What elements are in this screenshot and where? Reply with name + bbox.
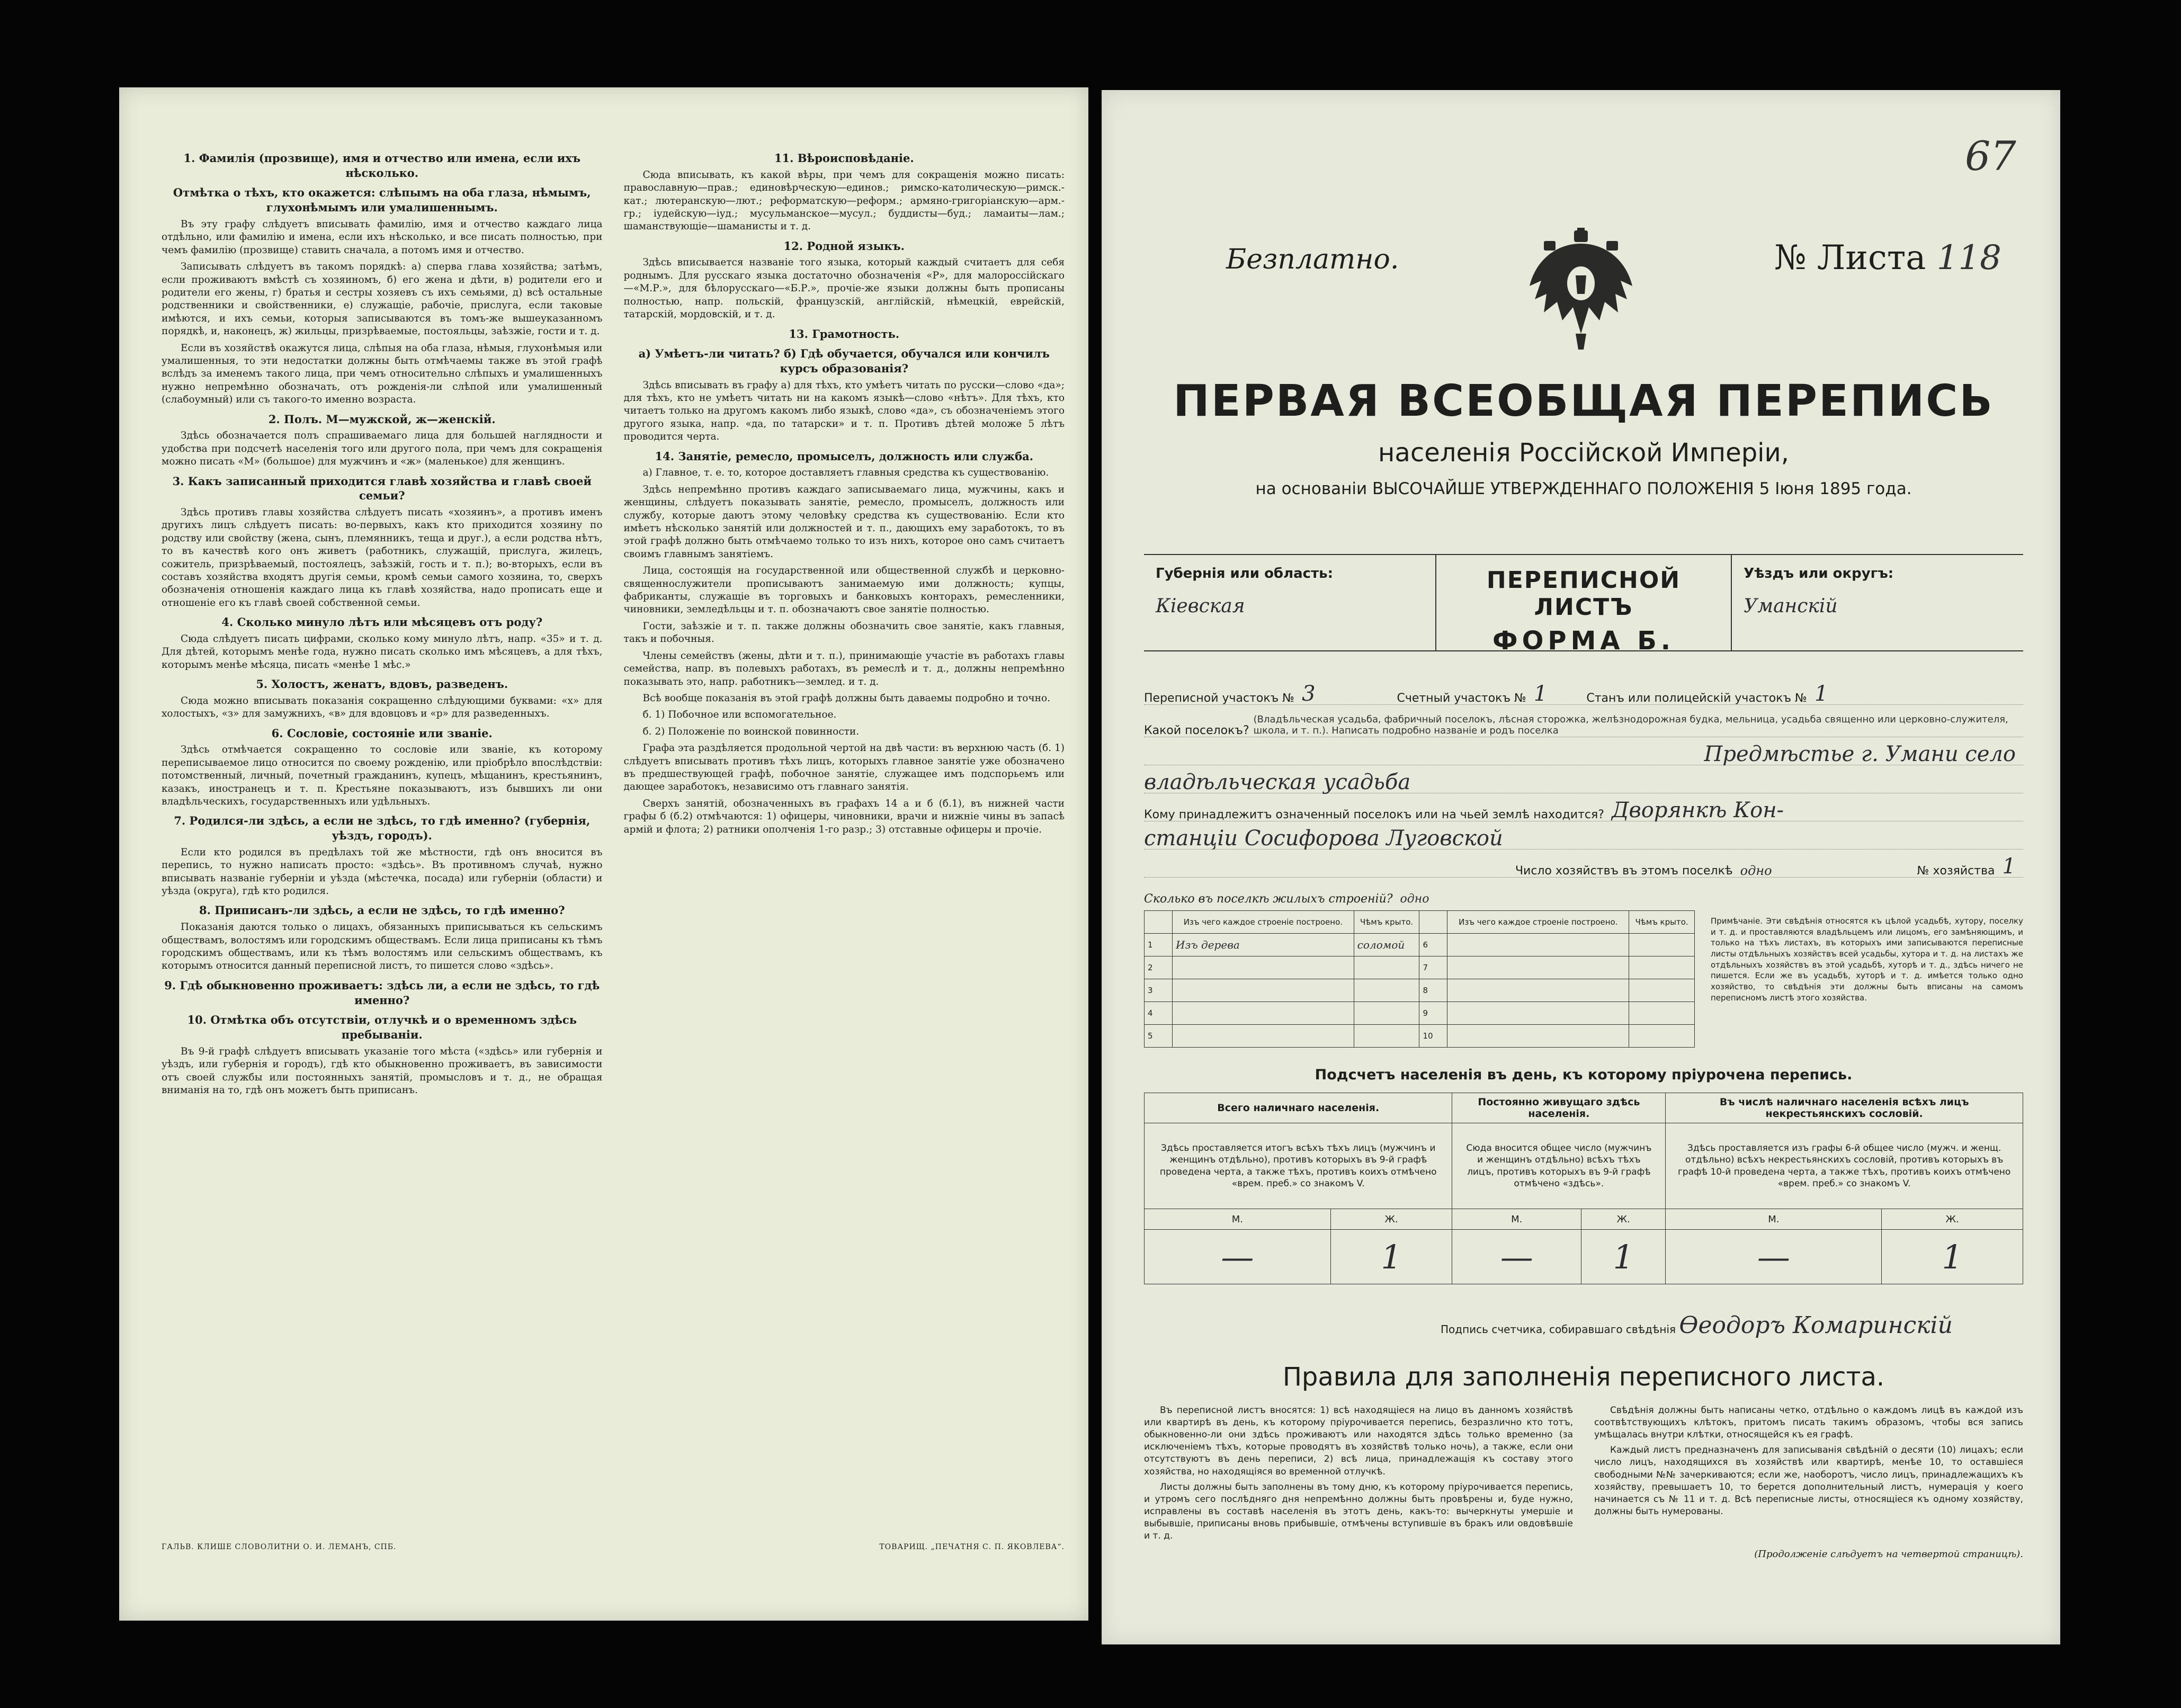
buildings-row: [1144, 878, 2023, 905]
instruction-heading: 9. Гдѣ обыкновенно проживаетъ: здѣсь ли, а если не здѣсь, то гдѣ именно?: [164, 978, 600, 1007]
building-number: 7: [1419, 956, 1447, 979]
form-name-cell: [1435, 555, 1732, 656]
instruction-heading: 8. Приписанъ-ли здѣсь, а если не здѣсь, то гдѣ именно?: [199, 904, 565, 917]
rules-section: [1144, 1405, 2023, 1545]
district-row: [1144, 677, 2023, 705]
rule-paragraph: Въ переписной листъ вносятся: 1) всѣ находящіеся на лицо въ данномъ хозяйствѣ или квартирѣ въ день, къ которому пріурочивается перепись, безразлично кто тотъ, обыкновенно-ли они здѣсь проживаютъ или находятся здѣсь только временно (за исключеніемъ тѣхъ, которые проводятъ въ хозяйствѣ только ночь), а также, если они отсутствуютъ въ день переписи, 2) всѣ лица, принадлежащія къ составу этого хозяйства, но находящіяся во временной отлучкѣ.: [1144, 1405, 1573, 1477]
building-row: [1145, 979, 1695, 1002]
rule-paragraph: Свѣдѣнія должны быть написаны четко, отдѣльно о каждомъ лицѣ въ каждой изъ соотвѣтствующихъ клѣтокъ, притомъ писать такимъ образомъ, чтобы вся запись умѣщалась внутри клѣтки, относящейся къ ея графѣ.: [1594, 1405, 2023, 1441]
settlement-value-row-2: [1144, 765, 2023, 793]
count-value: —: [1666, 1230, 1882, 1284]
rules-title: Правила для заполненія переписного листа.: [1282, 1362, 1885, 1392]
building-number: [1447, 956, 1629, 979]
settlement-value-2: владѣльческая усадьба: [1144, 770, 1411, 794]
instruction-paragraph: Въ 9-й графѣ слѣдуетъ вписывать указаніе того мѣста («здѣсь» или губернія и уѣздъ, или губернія и городъ), гдѣ кто обыкновенно проживаетъ, въ зависимости отъ своей службы или постоянныхъ занятій, промысловъ и т. д., не обращая вниманія на то, гдѣ онъ можетъ быть приписанъ.: [162, 1045, 603, 1096]
instruction-paragraph: Члены семействъ (жены, дѣти и т. п.), принимающіе участіе въ работахъ главы семейства, напр. въ полевыхъ работахъ, въ ремеслѣ и т. д., должны непремѣнно показывать это, напр. работникъ—землед. и т. д.: [623, 650, 1065, 687]
building-number: [1447, 1025, 1629, 1048]
building-row: [1145, 1025, 1695, 1048]
instruction-paragraph: Сюда можно вписывать показанія сокращенно слѣдующими буквами: «х» для холостыхъ, «з» для замужнихъ, «в» для вдовцовъ и «р» для разведенныхъ.: [162, 695, 603, 720]
police-district-value: 1: [1814, 682, 1828, 706]
instruction-heading: 6. Сословіе, состояніе или званіе.: [271, 726, 493, 740]
instruction-paragraph: б. 2) Положеніе по воинской повинности.: [642, 726, 860, 737]
building-number: 5: [1145, 1025, 1173, 1048]
instruction-paragraph: Если въ хозяйствѣ окажутся лица, слѣпыя на оба глаза, нѣмыя, глухонѣмыя или умалишенныя, то эти недостатки должны быть отмѣчаемы также въ этой графѣ вслѣдъ за именемъ такого лица, при чемъ относительно слѣпыхъ и умалишенныхъ нужно непремѣнно обозначать, отъ рожденія-ли слѣпой или умалишенный (слабоумный) или съ такого-то именно возраста.: [162, 342, 603, 406]
instruction-paragraph: Записывать слѣдуетъ въ такомъ порядкѣ: а) сперва глава хозяйства; затѣмъ, если проживаютъ вмѣстѣ съ хозяиномъ, б) его жена и дѣти, в) родители его и родители его жены, г) братья и сестры хозяевъ съ ихъ семьями, д) всѣ остальные родственники и свойственники, е) служащіе, рабочіе, прислуга, если таковые имѣются, и ихъ семьи, которыя записываются въ томъ-же вышеуказанномъ порядкѣ, и, наконецъ, ж) жильцы, призрѣваемые, постояльцы, заѣзжіе, гости и т. д.: [162, 261, 603, 337]
instructions-column-2: [624, 146, 1065, 1533]
total-population-desc: Здѣсь проставляется итогъ всѣхъ тѣхъ лицъ (мужчинъ и женщинъ отдѣльно), противъ которыхъ въ 9-й графѣ проведена черта, а также тѣхъ, противъ коихъ отмѣчено «врем. преб.» со знакомъ V.: [1145, 1123, 1452, 1209]
building-number: [1629, 1002, 1695, 1025]
buildings-note: Примѣчаніе. Эти свѣдѣнія относятся къ цѣлой усадьбѣ, хутору, поселку и т. д. и проставляются владѣльцемъ или лицомъ, его замѣняющимъ, и только на тѣхъ листахъ, въ которыхъ ими записываются переписные листы отдѣльныхъ хозяйствъ всей усадьбы, хутора и т. д. на листахъ же отдѣльныхъ хозяйствъ въ этой усадьбѣ, хуторѣ и т. д., здѣсь ничего не пишется. Если же въ усадьбѣ, хуторѣ и т. д. имѣется только одно хозяйство, то свѣдѣнія эти должны быть вписаны на самомъ переписномъ листѣ этого хозяйства.: [1711, 916, 2023, 1003]
form-type: ФОРМА Б.: [1492, 626, 1675, 656]
population-count-title: Подсчетъ населенія въ день, къ которому пріурочена перепись.: [1315, 1067, 1853, 1083]
archive-page-number: 67: [1965, 132, 2016, 180]
owner-value-2: станціи Сосифорова Луговской: [1144, 826, 1503, 851]
instruction-heading: 2. Полъ. М—мужской, ж—женскій.: [268, 412, 496, 426]
form-header: [1144, 554, 2023, 656]
form-name: ПЕРЕПИСНОЙ ЛИСТЪ: [1486, 567, 1681, 621]
building-roof: [1354, 1002, 1419, 1025]
count-value: —: [1452, 1230, 1581, 1284]
instruction-heading: 4. Сколько минуло лѣтъ или мѣсяцевъ отъ роду?: [221, 615, 543, 629]
census-form-page: [1102, 90, 2060, 1644]
rules-column-1: [1144, 1405, 1573, 1545]
instruction-paragraph: Графа эта раздѣляется продольной чертой на двѣ части: въ верхнюю часть (б. 1) слѣдуетъ вписывать противъ тѣхъ лицъ, которыхъ главное занятіе уже обозначено въ предшествующей графѣ, побочное занятіе, служащее имъ подспорьемъ или дающее заработокъ, независимо отъ главнаго занятія.: [623, 743, 1065, 793]
instruction-paragraph: Сюда вписывать, къ какой вѣры, при чемъ для сокращенія можно писать: православную—прав.; единовѣрческую—единов.; римско-католическую—римск.-кат.; лютеранскую—лют.; реформатскую—реформ.; армяно-григоріанскую—арм.-гр.; іудейскую—іуд.; мусульманское—мусул.; буддисты—буд.; ламаиты—лам.; шаманствующіе—шаманисты и т. д.: [623, 169, 1065, 232]
buildings-label: Сколько въ поселкѣ жилыхъ строеній?: [1144, 892, 1393, 906]
instruction-paragraph: Здѣсь вписывается названіе того языка, который каждый считаетъ для себя роднымъ. Для русскаго языка достаточно обозначенія «Р», для малороссійскаго—«М.Р.», для бѣлорусскаго—«Б.Р.», прочіе-же языки должны быть прописаны полностью, напр. польскій, французскій, англійскій, нѣмецкій, еврейскій, татарскій, мордовскій, и т. д.: [623, 257, 1065, 320]
building-number: [1447, 1002, 1629, 1025]
male-label: М.: [1145, 1209, 1331, 1230]
location-fields: [1144, 677, 2023, 905]
count-value: —: [1145, 1230, 1331, 1284]
uezd-label: Уѣздъ или округъ:: [1744, 566, 1894, 582]
buildings-value: одно: [1400, 892, 1429, 906]
building-number: 4: [1145, 1002, 1173, 1025]
census-district-value: 3: [1302, 682, 1316, 706]
printer-imprint: [162, 1543, 1065, 1551]
settlement-row: [1144, 705, 2023, 737]
sheet-label: № Листа: [1774, 238, 1926, 278]
instruction-paragraph: Гости, заѣзжіе и т. п. также должны обозначить свое занятіе, какъ главныя, такъ и побочныя.: [623, 620, 1065, 645]
imprint-right: ТОВАРИЩ. „ПЕЧАТНЯ С. П. ЯКОВЛЕВА“.: [879, 1543, 1065, 1551]
building-number: 6: [1419, 934, 1447, 956]
roof-header-right: Чѣмъ крыто.: [1629, 911, 1695, 934]
instructions-column-1: [162, 146, 603, 1533]
counting-district-label: Счетный участокъ №: [1397, 692, 1526, 705]
building-row: [1145, 934, 1695, 956]
instruction-heading: Отмѣтка о тѣхъ, кто окажется: слѣпымъ на оба глаза, нѣмымъ, глухонѣмымъ или умалишеннымъ.: [173, 186, 591, 214]
count-value: 1: [1882, 1230, 2023, 1284]
instruction-paragraph: б. 1) Побочное или вспомогательное.: [642, 709, 837, 721]
sheet-number: [1774, 238, 2001, 278]
instruction-paragraph: Здѣсь противъ главы хозяйства слѣдуетъ писать «хозяинъ», а противъ именъ другихъ лицъ слѣдуетъ писать: во-первыхъ, какъ кто приходится хозяину по родству или свойству (жена, сынъ, племянникъ, теща и друг.), а если родства нѣтъ, то въ качествѣ кого онъ живетъ (работникъ, служащій, прислуга, жилецъ, сожитель, призрѣваемый, постоялецъ, заѣзжій, гость и т. п.); во-вторыхъ, если въ составъ хозяйства входятъ другія семьи, кромѣ семьи самого хозяина, то, сверхъ обозначенія отношенія каждаго лица къ главѣ хозяйства, надо прописать еще и отношеніе его къ главѣ своей собственной семьи.: [162, 506, 603, 609]
male-label: М.: [1666, 1209, 1882, 1230]
roof-header-left: Чѣмъ крыто.: [1354, 911, 1419, 934]
owner-label: Кому принадлежитъ означенный поселокъ или на чьей землѣ находится?: [1144, 808, 1604, 821]
building-number: 2: [1145, 956, 1173, 979]
rule-paragraph: Листы должны быть заполнены въ тому дню, къ которому пріурочивается перепись, и утромъ сего послѣдняго дня непремѣнно должны быть провѣрены и, буде нужно, исправлены въ составѣ населенія въ этотъ день, какъ-то: вычеркнуты умершіе и выбывшіе, приписаны вновь прибывшіе, отмѣчены вступившіе въ бракъ или овдовѣвшіе и т. д.: [1144, 1481, 1573, 1542]
census-subtitle: населенія Россійской Имперіи,: [1378, 438, 1789, 468]
instruction-paragraph: Здѣсь непремѣнно противъ каждаго записываемаго лица, мужчины, какъ и женщины, слѣдуетъ показывать занятіе, ремесло, промыселъ, должность или службу, которые даютъ этому человѣку средства къ существованію. Если кто имѣетъ нѣсколько занятій или должностей и т. п., дающихъ ему заработокъ, то въ этой графѣ должно быть отмѣчаемо только то изъ нихъ, которое оно самъ считаетъ своимъ главнымъ занятіемъ.: [623, 484, 1065, 560]
building-material: Изъ дерева: [1173, 934, 1354, 956]
uezd-cell: [1732, 555, 2023, 650]
buildings-table: [1144, 910, 1695, 1048]
building-row: [1145, 956, 1695, 979]
owner-value-1: Дворянкѣ Кон-: [1611, 798, 1784, 822]
building-roof: [1354, 979, 1419, 1002]
permanent-population-header: Постоянно живущаго здѣсь населенія.: [1452, 1093, 1666, 1123]
counting-district-value: 1: [1533, 682, 1548, 706]
building-number: 8: [1419, 979, 1447, 1002]
female-label: Ж.: [1581, 1209, 1666, 1230]
non-peasant-desc: Здѣсь проставляется изъ графы 6-й общее число (мужч. и женщ. отдѣльно) всѣхъ некрестьянскихъ сословій, противъ которыхъ въ графѣ 10-й проведена черта, а также тѣхъ, противъ коихъ отмѣчено «врем. преб.» со знакомъ V.: [1666, 1123, 2023, 1209]
male-label: М.: [1452, 1209, 1581, 1230]
building-number: [1629, 1025, 1695, 1048]
instruction-heading: 7. Родился-ли здѣсь, а если не здѣсь, то гдѣ именно? (губернія, уѣздъ, городъ).: [174, 814, 591, 843]
settlement-value-1: Предмѣстье г. Умани село: [1704, 742, 2016, 766]
sheet-number-value: 118: [1936, 238, 2001, 278]
building-roof: [1354, 956, 1419, 979]
police-district-label: Станъ или полицейскій участокъ №: [1586, 692, 1807, 705]
instruction-paragraph: Сюда слѣдуетъ писать цифрами, сколько кому минуло лѣтъ, напр. «35» и т. д. Для дѣтей, которымъ менѣе года, нужно писать сколько имъ мѣсяцевъ, а для тѣхъ, которымъ менѣе мѣсяца, писать «менѣе 1 мѣс.»: [162, 633, 603, 670]
gubernia-label: Губернія или область:: [1156, 566, 1333, 582]
instruction-heading: 1. Фамилія (прозвище), имя и отчество или имена, если ихъ нѣсколько.: [183, 151, 580, 180]
building-number: [1629, 934, 1695, 956]
instruction-paragraph: Всѣ вообще показанія въ этой графѣ должны быть даваемы подробно и точно.: [642, 692, 1051, 704]
building-material: [1173, 1002, 1354, 1025]
imperial-eagle-icon: [1525, 228, 1637, 350]
rule-paragraph: Каждый листъ предназначенъ для записыванія свѣдѣній о десяти (10) лицахъ; если число лицъ, находящихся въ хозяйствѣ или квартирѣ, менѣе 10, то оставшіеся свободными №№ зачеркиваются; если же, наоборотъ, число лицъ, принадлежащихъ къ хозяйству, превышаетъ 10, то берется дополнительный листъ, нумерація у коего начинается съ № 11 и т. д. Всѣ переписные листы, относящіеся къ одному хозяйству, должны быть нумерованы.: [1594, 1445, 2023, 1517]
signature-value: Ѳеодоръ Комаринскій: [1679, 1312, 1953, 1339]
total-population-header: Всего наличнаго населенія.: [1145, 1093, 1452, 1123]
building-number: [1629, 979, 1695, 1002]
building-number: [1447, 979, 1629, 1002]
instruction-paragraph: Лица, состоящія на государственной или общественной службѣ и церковно-священнослужители прописываютъ занимаемую ими должность; купцы, фабриканты, служащіе въ торговыхъ и банковыхъ конторахъ, ремесленники, чиновники, земледѣльцы и т. п. обозначаютъ свое занятіе полностью.: [623, 565, 1065, 615]
rules-column-2: [1594, 1405, 2023, 1545]
building-number: 9: [1419, 1002, 1447, 1025]
building-roof: соломой: [1354, 934, 1419, 956]
census-district-label: Переписной участокъ №: [1144, 692, 1295, 705]
material-header-right: Изъ чего каждое строеніе построено.: [1447, 911, 1629, 934]
material-header-left: Изъ чего каждое строеніе построено.: [1173, 911, 1354, 934]
owner-row: [1144, 793, 2023, 821]
signature-label: Подпись счетчика, собиравшаго свѣдѣнія: [1441, 1323, 1676, 1336]
households-row: [1144, 849, 2023, 878]
household-number-label: № хозяйства: [1917, 864, 1995, 878]
settlement-label: Какой поселокъ?: [1144, 724, 1249, 737]
households-value: одно: [1740, 863, 1772, 878]
instruction-paragraph: а) Главное, т. е. то, которое доставляетъ главныя средства къ существованію.: [642, 467, 1049, 479]
instruction-paragraph: Показанія даются только о лицахъ, обязанныхъ приписываться къ сельскимъ обществамъ, волостямъ или городскимъ обществамъ. Если лица приписаны къ тѣмъ городскимъ обществамъ, или къ тѣмъ волостямъ или сельскимъ обществамъ, къ которымъ относится данный переписной листъ, то пишется слово «здѣсь».: [162, 922, 603, 972]
gubernia-value: Кіевская: [1156, 595, 1245, 617]
left-page: [119, 87, 1088, 1621]
instruction-heading: 11. Вѣроисповѣданіе.: [774, 151, 914, 165]
female-label: Ж.: [1330, 1209, 1452, 1230]
building-material: [1173, 979, 1354, 1002]
uezd-value: Уманскій: [1744, 595, 1838, 617]
building-number: 1: [1145, 934, 1173, 956]
instruction-heading: 12. Родной языкъ.: [783, 239, 905, 253]
building-number: 10: [1419, 1025, 1447, 1048]
settlement-value-row: [1144, 737, 2023, 765]
building-number: 3: [1145, 979, 1173, 1002]
female-label: Ж.: [1882, 1209, 2023, 1230]
gubernia-cell: [1144, 555, 1435, 650]
count-value: 1: [1581, 1230, 1666, 1284]
enumerator-signature-row: [1144, 1312, 2023, 1339]
census-title: ПЕРВАЯ ВСЕОБЩАЯ ПЕРЕПИСЬ: [1173, 376, 1994, 426]
instruction-heading: а) Умѣетъ-ли читать? б) Гдѣ обучается, обучался или кончилъ курсъ образованія?: [638, 347, 1050, 375]
building-roof: [1354, 1025, 1419, 1048]
count-value: 1: [1330, 1230, 1452, 1284]
instruction-heading: 5. Холостъ, женатъ, вдовъ, разведенъ.: [256, 677, 508, 691]
non-peasant-header: Въ числѣ наличнаго населенія всѣхъ лицъ некрестьянскихъ сословій.: [1666, 1093, 2023, 1123]
buildings-section: [1144, 910, 2023, 1048]
household-number-value: 1: [2002, 854, 2016, 879]
building-material: [1173, 956, 1354, 979]
instruction-heading: 13. Грамотность.: [789, 327, 900, 341]
instruction-heading: 3. Какъ записанный приходится главѣ хозяйства и главѣ своей семьи?: [172, 474, 592, 503]
instruction-paragraph: Сверхъ занятій, обозначенныхъ въ графахъ 14 а и б (б.1), въ нижней части графы б (б.2) отмѣчаются: 1) офицеры, чиновники, врачи и нижніе чины въ запасѣ армій и флота; 2) ратники ополченія 1-го разр.; 3) отставные офицеры и прочіе.: [623, 798, 1065, 835]
settlement-hint: (Владѣльческая усадьба, фабричный поселокъ, лѣсная сторожка, желѣзнодорожная будка, мельница, усадьба священно или церковно-служителя, школа, и т. п.). Написать подробно названіе и родъ поселка: [1253, 713, 2008, 737]
permanent-population-desc: Сюда вносится общее число (мужчинъ и женщинъ отдѣльно) всѣхъ тѣхъ лицъ, противъ которыхъ въ 9-й графѣ отмѣчено «здѣсь».: [1452, 1123, 1666, 1209]
census-decree: на основаніи ВЫСОЧАЙШЕ УТВЕРЖДЕННАГО ПОЛОЖЕНІЯ 5 Іюня 1895 года.: [1255, 479, 1912, 498]
instruction-paragraph: Здѣсь отмѣчается сокращенно то сословіе или званіе, къ которому переписываемое лицо относится по своему рожденію, или пріобрѣло впослѣдствіи: потомственный, личный, почетный гражданинъ, купецъ, мѣщанинъ, крестьянинъ, казакъ, иностранецъ и т. п. Крестьяне показываютъ, изъ бывшихъ ли они владѣльческихъ, государственныхъ или удѣльныхъ.: [162, 744, 603, 807]
instruction-paragraph: Здѣсь обозначается полъ спрашиваемаго лица для большей наглядности и удобства при подсчетѣ населенія того или другого пола, при чемъ для сокращенія можно писать «М» (большое) для мужчинъ и «ж» (маленькое) для женщинъ.: [162, 430, 603, 468]
imprint-left: ГАЛЬВ. КЛИШЕ СЛОВОЛИТНИ О. И. ЛЕМАНЪ, СПБ.: [162, 1543, 397, 1551]
building-material: [1173, 1025, 1354, 1048]
building-number: [1629, 956, 1695, 979]
households-label: Число хозяйствъ въ этомъ поселкѣ: [1515, 864, 1733, 878]
building-number: [1447, 934, 1629, 956]
population-count-table: [1144, 1093, 2023, 1284]
instruction-heading: 10. Отмѣтка объ отсутствіи, отлучкѣ и о временномъ здѣсь пребываніи.: [187, 1013, 577, 1041]
free-label: Безплатно.: [1226, 244, 1399, 275]
instruction-heading: 14. Занятіе, ремесло, промыселъ, должность или служба.: [655, 449, 1034, 463]
building-row: [1145, 1002, 1695, 1025]
instruction-paragraph: Въ эту графу слѣдуетъ вписывать фамилію, имя и отчество каждаго лица отдѣльно, или фамилію и имена, если ихъ нѣсколько, и все писать полностью, при чемъ фамилію (прозвище) ставить сначала, а потомъ имя и отчество.: [162, 218, 603, 256]
owner-row-2: [1144, 821, 2023, 849]
instruction-paragraph: Если кто родился въ предѣлахъ той же мѣстности, гдѣ онъ вносится въ перепись, то нужно написать просто: «здѣсь». Въ противномъ случаѣ, нужно вписывать названіе губерніи и уѣзда (мѣстечка, посада) или губерніи (области) и уѣзда (округа), гдѣ кто родился.: [162, 846, 603, 897]
continued-note: (Продолженіе слѣдуетъ на четвертой страницѣ).: [1754, 1549, 2023, 1560]
instruction-paragraph: Здѣсь вписывать въ графу а) для тѣхъ, кто умѣетъ читать по русски—слово «да»; для тѣхъ, кто не умѣетъ читать ни на какомъ языкѣ—слово «нѣтъ». Для тѣхъ, кто читаетъ только на другомъ какомъ либо языкѣ, слово «да», съ обозначеніемъ этого другого языка, напр. «да, по татарски» и т. п. Противъ дѣтей моложе 5 лѣтъ проводится черта.: [623, 379, 1065, 443]
